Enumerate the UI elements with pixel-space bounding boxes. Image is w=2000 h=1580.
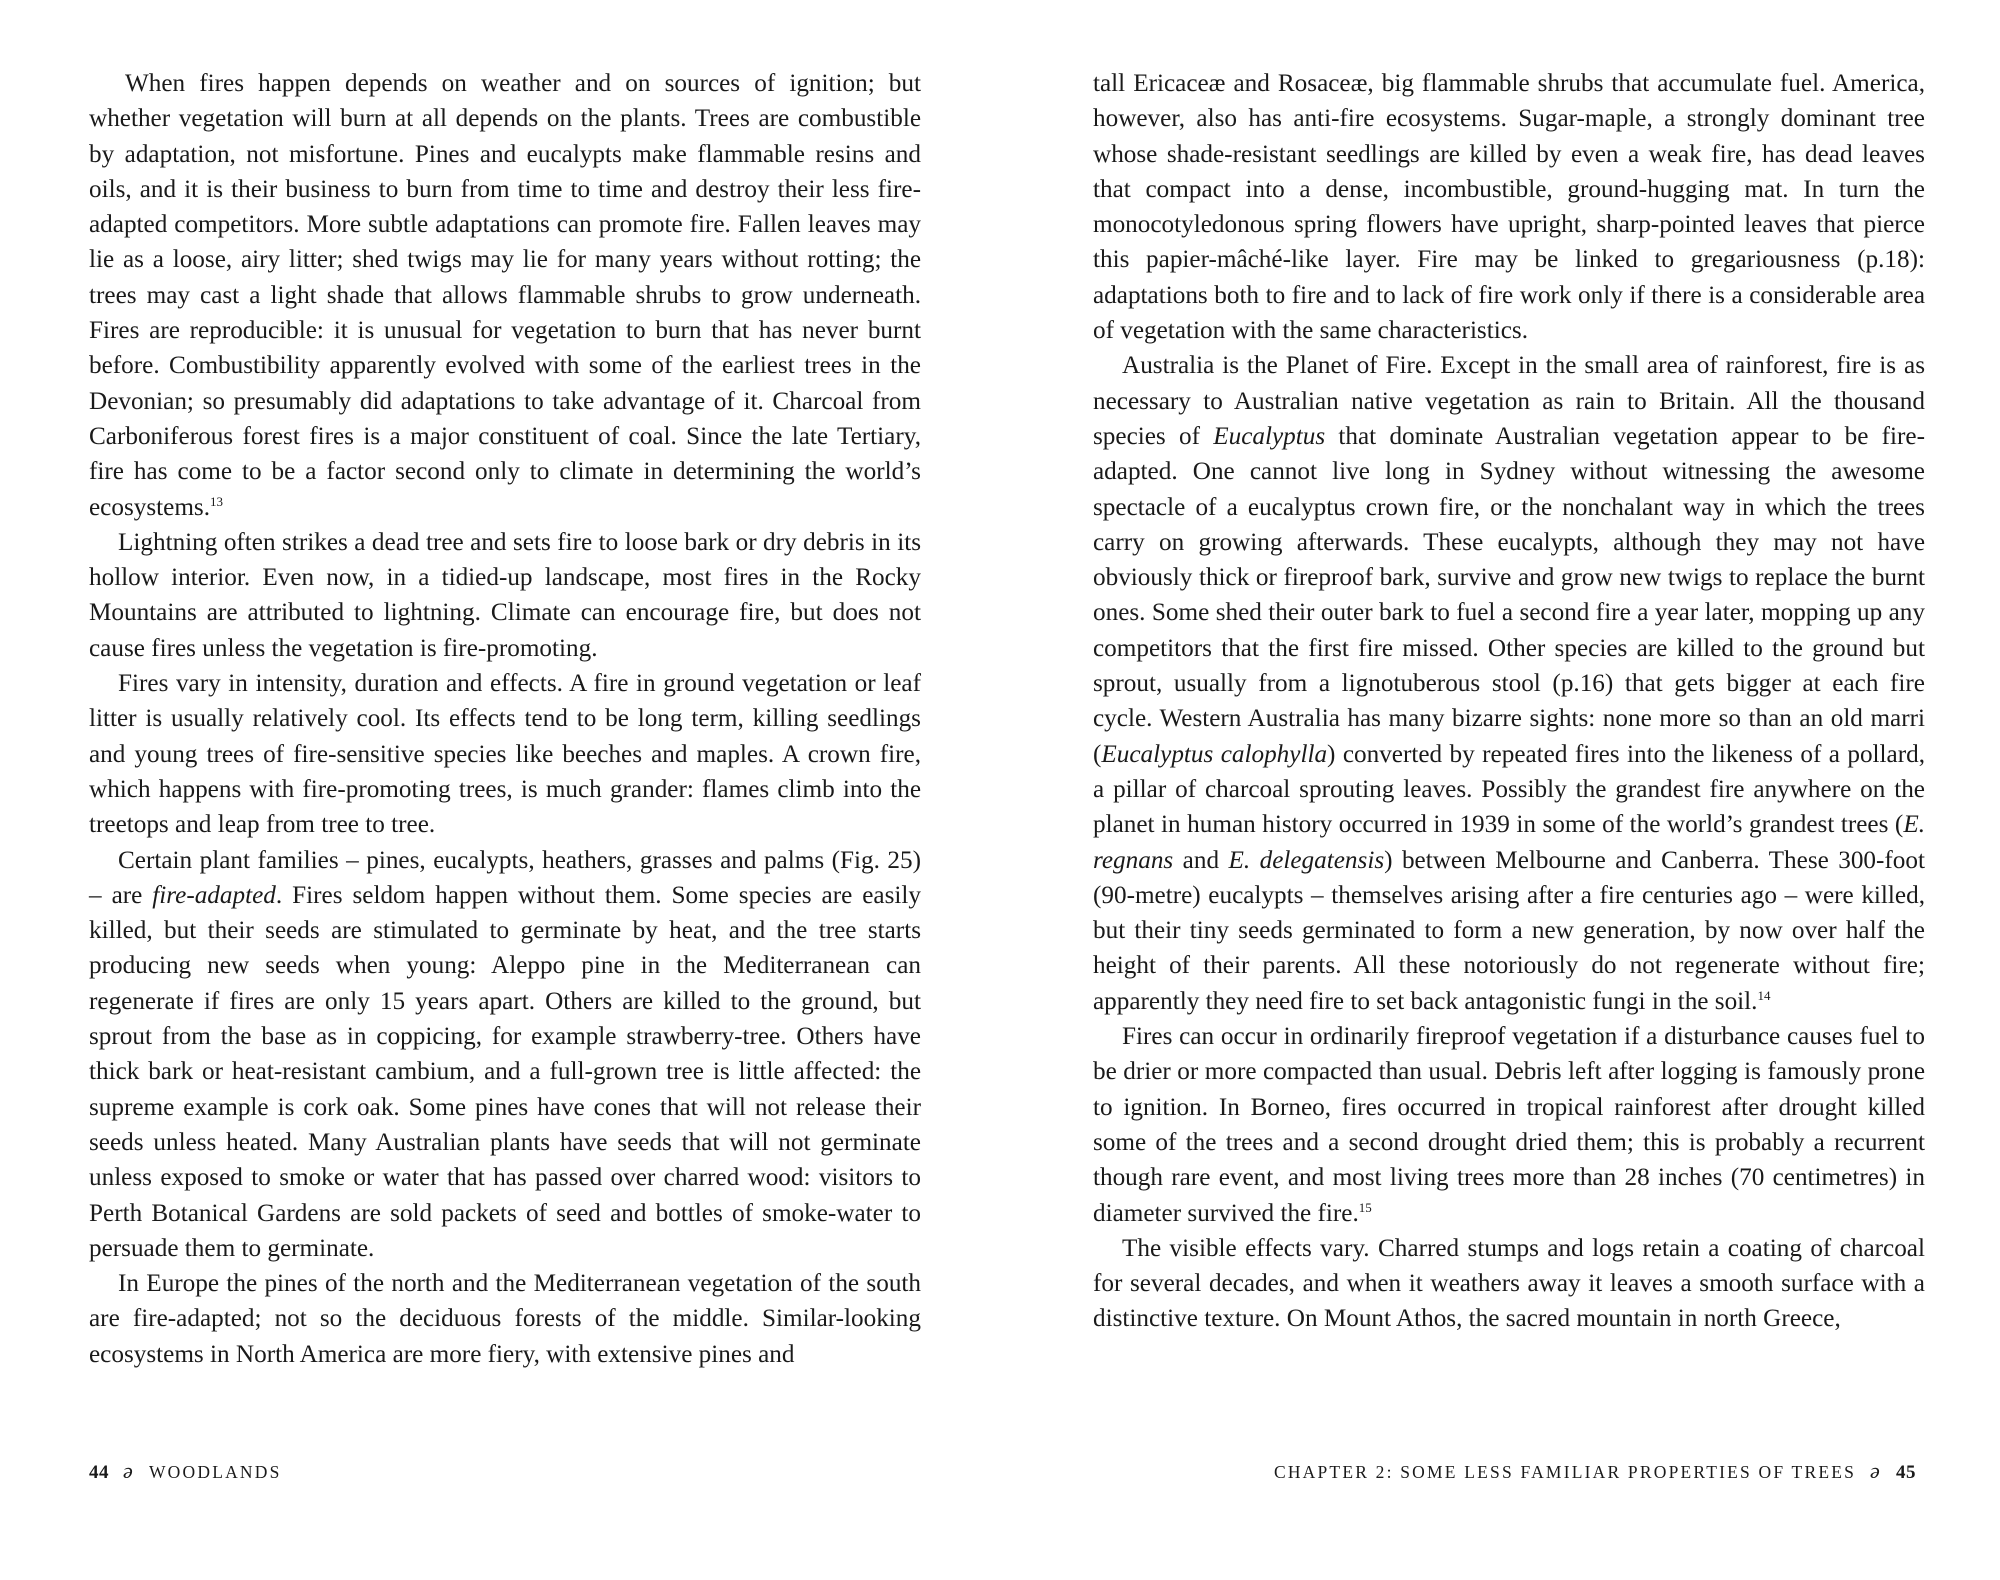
text-run: Australia is the Planet of Fire. Except in the small area of rainforest, fire is as necessary to Australian native vegetation as rain to Britain. All the thousand species of — [1093, 352, 1925, 450]
italic-term: Eucalyptus — [1213, 422, 1326, 450]
right-paragraph-2 — [1093, 348, 1925, 1019]
left-page-number: 44 — [89, 1462, 109, 1483]
text-run: In Europe the pines of the north and the Mediterranean vegetation of the south are fire-adapted; not so the deciduous forests of the middle. Similar-looking ecosystems in North America are more fiery, with extensive pines and — [89, 1270, 921, 1368]
right-page-footer — [1274, 1458, 1916, 1484]
text-run: Fires vary in intensity, duration and effects. A fire in ground vegetation or leaf litter is usually relatively cool. Its effects tend to be long term, killing seedlings and young trees of fire-sensitive species like beeches and maples. A crown fire, which happens with fire-promoting trees, is much grander: flames climb into the treetops and leap from tree to tree. — [89, 670, 921, 839]
text-run: ) converted by repeated fires into the likeness of a pollard, a pillar of charcoal sprouting leaves. Possibly the grandest fire anywhere on the planet in human history occurred in 1939 in some of the world’s grandest trees ( — [1093, 740, 1925, 839]
left-paragraph-4 — [89, 843, 921, 1267]
left-paragraph-2 — [89, 525, 921, 666]
text-run: that dominate Australian vegetation appear to be fire-adapted. One cannot live long in Sydney without witnessing the awesome spectacle of a eucalyptus crown fire, or the nonchalant way in which the trees carry on growing afterwards. These eucalypts, although they may not have obviously thick or fireproof bark, survive and grow new twigs to replace the burnt ones. Some shed their outer bark to fuel a second fire a year later, mopping up any competitors that the first fire missed. Other species are killed to the ground but sprout, usually from a lignotuberous stool (p.16) that gets bigger at each fire cycle. Western Australia has many bizarre sights: none more so than an old marri ( — [1093, 422, 1925, 768]
text-run: The visible effects vary. Charred stumps and logs retain a coating of charcoal for several decades, and when it weathers away it leaves a smooth surface with a distinctive texture. On Mount Athos, the sacred mountain in north Greece, — [1093, 1234, 1925, 1333]
right-paragraph-1 — [1093, 66, 1925, 348]
text-run: When fires happen depends on weather and on sources of ignition; but whether vegetation will burn at all depends on the plants. Trees are combustible by adaptation, not misfortune. Pines and eucalypts make flammable resins and oils, and it is their business to burn from time to time and destroy their less fire-adapted competitors. More subtle adaptations can promote fire. Fallen leaves may lie as a loose, airy litter; shed twigs may lie for many years without rotting; the trees may cast a light shade that allows flammable shrubs to grow underneath. Fires are reproducible: it is unusual for vegetation to burn that has never burnt before. Combustibility apparently evolved with some of the earliest trees in the Devonian; so presumably did adaptations to take advantage of it. Charcoal from Carboniferous forest fires is a major constituent of coal. Since the late Tertiary, fire has come to be a factor second only to climate in determining the world’s ecosystems. — [89, 70, 921, 521]
text-run: ) between Melbourne and Canberra. These 300-foot (90-metre) eucalypts – themselves arising after a fire centuries ago – were killed, but their tiny seeds germinated to form a new generation, by now over half the height of their parents. All these notoriously do not regenerate without fire; apparently they need fire to set back antagonistic fungi in the soil. — [1093, 846, 1925, 1015]
italic-term: Eucalyptus calophylla — [1101, 740, 1328, 768]
left-running-head: WOODLANDS — [148, 1462, 282, 1482]
footnote-marker: 14 — [1757, 987, 1771, 1003]
text-run: . Fires seldom happen without them. Some species are easily killed, but their seeds are stimulated to germinate by heat, and the tree starts producing new seeds when young: Aleppo pine in the Mediterranean can regenerate if fires are only 15 years apart. Others are killed to the ground, but sprout from the base as in coppicing, for example strawberry-tree. Others have thick bark or heat-resistant cambium, and a full-grown tree is little affected: the supreme example is cork oak. Some pines have cones that will not release their seeds unless heated. Many Australian plants have seeds that will not germinate unless exposed to smoke or water that has passed over charred wood: visitors to Perth Botanical Gardens are sold packets of seed and bottles of smoke-water to persuade them to germinate. — [89, 881, 921, 1262]
text-run: tall Ericaceæ and Rosaceæ, big flammable shrubs that accumulate fuel. America, however, also has anti-fire ecosystems. Sugar-maple, a strongly dominant tree whose shade-resistant seedlings are killed by even a weak fire, has dead leaves that compact into a dense, incombustible, ground-hugging mat. In turn the monocotyledonous spring flowers have upright, sharp-pointed leaves that pierce this papier-mâché-like layer. Fire may be linked to gregariousness (p.18): adaptations both to fire and to lack of fire work only if there is a considerable area of vegetation with the same characteristics. — [1093, 70, 1925, 345]
footnote-marker: 15 — [1358, 1199, 1372, 1215]
right-page-body — [1093, 66, 1925, 1337]
footnote-marker: 13 — [210, 493, 224, 509]
left-paragraph-5 — [89, 1266, 921, 1372]
left-paragraph-1 — [89, 66, 921, 525]
text-run: Certain plant families – pines, eucalypts, heathers, grasses and palms (Fig. 25) – are — [89, 846, 921, 909]
text-run: Fires can occur in ordinarily fireproof vegetation if a disturbance causes fuel to be drier or more compacted than usual. Debris left after logging is famously prone to ignition. In Borneo, fires occurred in tropical rainforest after drought killed some of the trees and a second drought dried them; this is probably a recurrent though rare event, and most living trees more than 28 inches (70 centimetres) in diameter survived the fire. — [1093, 1023, 1925, 1227]
text-run: and — [1173, 846, 1229, 874]
right-page-number: 45 — [1896, 1462, 1916, 1483]
right-paragraph-3 — [1093, 1019, 1925, 1231]
right-running-head: CHAPTER 2: SOME LESS FAMILIAR PROPERTIES OF TREES — [1273, 1462, 1857, 1482]
right-paragraph-4 — [1093, 1231, 1925, 1337]
italic-term: fire-adapted — [152, 881, 276, 909]
italic-term: E. delegatensis — [1228, 846, 1385, 874]
text-run: Lightning often strikes a dead tree and sets fire to loose bark or dry debris in its hollow interior. Even now, in a tidied-up landscape, most fires in the Rocky Mountains are attributed to lightning. Climate can encourage fire, but does not cause fires unless the vegetation is fire-promoting. — [89, 528, 921, 662]
fleuron-ornament-icon: ə — [1870, 1458, 1882, 1483]
left-paragraph-3 — [89, 666, 921, 842]
left-page-body — [89, 66, 921, 1372]
left-page-footer — [89, 1458, 282, 1484]
italic-term: E. regnans — [1093, 811, 1925, 874]
fleuron-ornament-icon: ə — [123, 1458, 135, 1483]
